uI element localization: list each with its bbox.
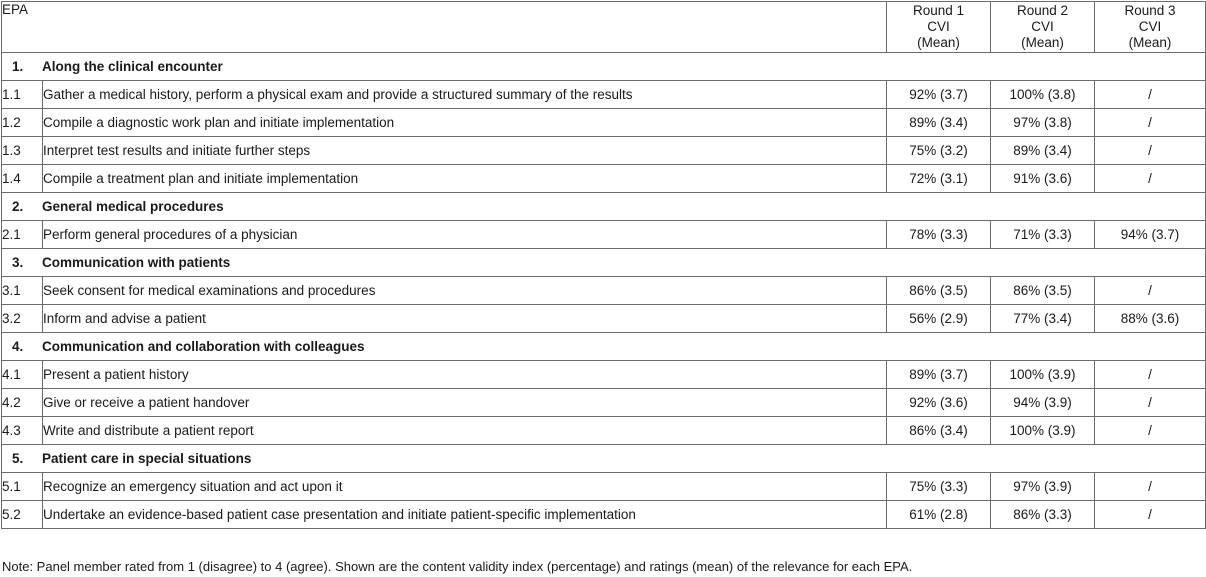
epa-code-cell: 5.2	[2, 501, 43, 529]
section-heading	[2, 193, 1206, 221]
section-title: General medical procedures	[42, 199, 224, 214]
round2-cvi-cell: 97% (3.9)	[991, 473, 1095, 501]
table-row	[2, 109, 1206, 137]
table-body	[2, 53, 1206, 529]
round2-cvi-cell: 77% (3.4)	[991, 305, 1095, 333]
section-title: Patient care in special situations	[42, 451, 252, 466]
round2-cvi-cell: 97% (3.8)	[991, 109, 1095, 137]
round2-cvi-cell: 100% (3.9)	[991, 361, 1095, 389]
section-row	[2, 193, 1206, 221]
table-row	[2, 501, 1206, 529]
table-row	[2, 137, 1206, 165]
epa-description-cell: Gather a medical history, perform a physical exam and provide a structured summary of the results	[43, 81, 887, 109]
epa-code-cell: 2.1	[2, 221, 43, 249]
round2-cvi-cell: 86% (3.5)	[991, 277, 1095, 305]
section-number: 3.	[12, 255, 24, 270]
table-row	[2, 417, 1206, 445]
round3-cvi-cell: /	[1095, 501, 1206, 529]
epa-code-cell: 3.1	[2, 277, 43, 305]
round2-cvi-cell: 91% (3.6)	[991, 165, 1095, 193]
epa-code-cell: 3.2	[2, 305, 43, 333]
section-title: Along the clinical encounter	[42, 59, 223, 74]
epa-description-cell: Compile a diagnostic work plan and initiate implementation	[43, 109, 887, 137]
round1-cvi-cell: 72% (3.1)	[887, 165, 991, 193]
epa-code-cell: 4.2	[2, 389, 43, 417]
section-row	[2, 445, 1206, 473]
epa-description-cell: Perform general procedures of a physician	[43, 221, 887, 249]
section-row	[2, 249, 1206, 277]
epa-description-cell: Give or receive a patient handover	[43, 389, 887, 417]
round3-cvi-cell: /	[1095, 417, 1206, 445]
epa-description-cell: Interpret test results and initiate further steps	[43, 137, 887, 165]
round2-cvi-cell: 89% (3.4)	[991, 137, 1095, 165]
table-row	[2, 81, 1206, 109]
round2-cvi-cell: 94% (3.9)	[991, 389, 1095, 417]
table-row	[2, 473, 1206, 501]
section-title: Communication and collaboration with colleagues	[42, 339, 365, 354]
round1-cvi-cell: 89% (3.7)	[887, 361, 991, 389]
round1-cvi-cell: 92% (3.7)	[887, 81, 991, 109]
header-round2: Round 2 CVI (Mean)	[991, 2, 1095, 53]
epa-code-cell: 1.2	[2, 109, 43, 137]
header-round1: Round 1 CVI (Mean)	[887, 2, 991, 53]
round3-cvi-cell: /	[1095, 137, 1206, 165]
round3-cvi-cell: /	[1095, 361, 1206, 389]
epa-description-cell: Undertake an evidence-based patient case presentation and initiate patient-specific implementation	[43, 501, 887, 529]
epa-code-cell: 1.3	[2, 137, 43, 165]
section-title: Communication with patients	[42, 255, 231, 270]
round1-cvi-cell: 75% (3.2)	[887, 137, 991, 165]
round3-cvi-cell: /	[1095, 165, 1206, 193]
table-note: Note: Panel member rated from 1 (disagree) to 4 (agree). Shown are the content validity index (percentage) and ratings (mean) of the relevance for each EPA.	[2, 559, 913, 574]
epa-description-cell: Write and distribute a patient report	[43, 417, 887, 445]
epa-description-cell: Recognize an emergency situation and act upon it	[43, 473, 887, 501]
header-row	[2, 2, 1206, 53]
section-number: 4.	[12, 339, 24, 354]
header-round3: Round 3 CVI (Mean)	[1095, 2, 1206, 53]
section-row	[2, 333, 1206, 361]
section-heading	[2, 249, 1206, 277]
round2-cvi-cell: 86% (3.3)	[991, 501, 1095, 529]
epa-description-cell: Present a patient history	[43, 361, 887, 389]
round3-cvi-cell: /	[1095, 277, 1206, 305]
round3-cvi-cell: 94% (3.7)	[1095, 221, 1206, 249]
round1-cvi-cell: 86% (3.4)	[887, 417, 991, 445]
section-heading	[2, 53, 1206, 81]
epa-code-cell: 4.3	[2, 417, 43, 445]
table-row	[2, 305, 1206, 333]
round3-cvi-cell: 88% (3.6)	[1095, 305, 1206, 333]
round3-cvi-cell: /	[1095, 473, 1206, 501]
round3-cvi-cell: /	[1095, 109, 1206, 137]
round1-cvi-cell: 92% (3.6)	[887, 389, 991, 417]
header-epa: EPA	[2, 2, 887, 53]
section-number: 1.	[12, 59, 24, 74]
round1-cvi-cell: 86% (3.5)	[887, 277, 991, 305]
round1-cvi-cell: 78% (3.3)	[887, 221, 991, 249]
table-row	[2, 165, 1206, 193]
round2-cvi-cell: 100% (3.8)	[991, 81, 1095, 109]
section-number: 5.	[12, 451, 24, 466]
round1-cvi-cell: 61% (2.8)	[887, 501, 991, 529]
epa-description-cell: Inform and advise a patient	[43, 305, 887, 333]
section-heading	[2, 445, 1206, 473]
round1-cvi-cell: 56% (2.9)	[887, 305, 991, 333]
round3-cvi-cell: /	[1095, 81, 1206, 109]
section-number: 2.	[12, 199, 24, 214]
section-heading	[2, 333, 1206, 361]
round1-cvi-cell: 89% (3.4)	[887, 109, 991, 137]
round1-cvi-cell: 75% (3.3)	[887, 473, 991, 501]
epa-code-cell: 5.1	[2, 473, 43, 501]
epa-code-cell: 1.4	[2, 165, 43, 193]
round3-cvi-cell: /	[1095, 389, 1206, 417]
epa-code-cell: 4.1	[2, 361, 43, 389]
table-row	[2, 361, 1206, 389]
section-row	[2, 53, 1206, 81]
round2-cvi-cell: 71% (3.3)	[991, 221, 1095, 249]
epa-description-cell: Compile a treatment plan and initiate implementation	[43, 165, 887, 193]
table-row	[2, 221, 1206, 249]
epa-description-cell: Seek consent for medical examinations and procedures	[43, 277, 887, 305]
table-row	[2, 277, 1206, 305]
epa-code-cell: 1.1	[2, 81, 43, 109]
table-row	[2, 389, 1206, 417]
round2-cvi-cell: 100% (3.9)	[991, 417, 1095, 445]
epa-table	[1, 1, 1206, 529]
